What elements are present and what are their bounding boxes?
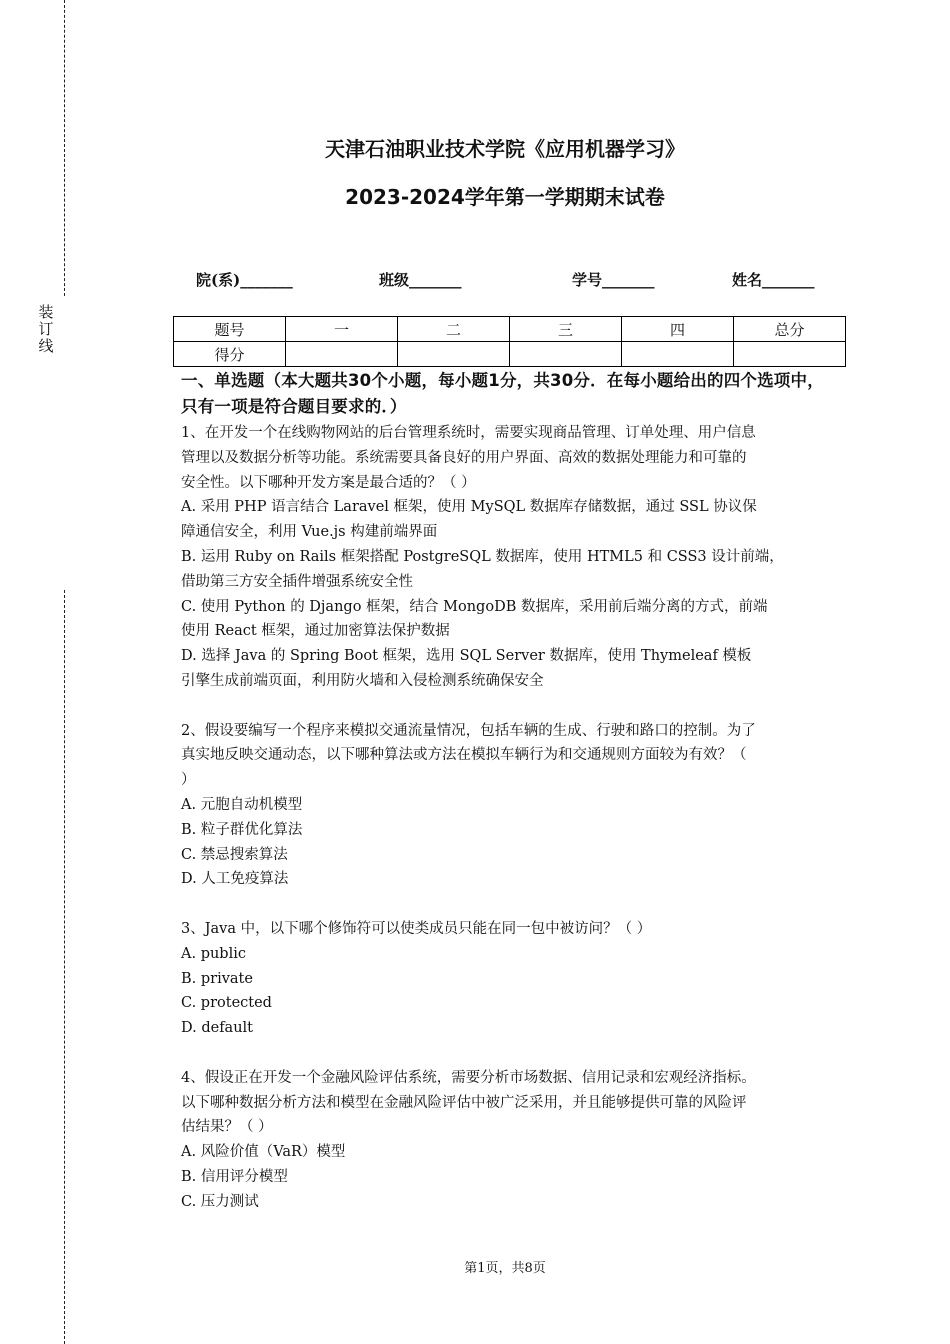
option-line: A. 采用 PHP 语言结合 Laravel 框架，使用 MySQL 数据库存储数据，通过 SSL 协议保 bbox=[181, 499, 757, 516]
score-table-cell: 题号 bbox=[174, 317, 286, 342]
exam-title: 天津石油职业技术学院《应用机器学习》 bbox=[325, 137, 685, 161]
score-table bbox=[173, 316, 846, 367]
question-3 bbox=[181, 917, 839, 1041]
section-heading: 一、单选题（本大题共30个小题，每小题1分，共30分．在每小题给出的四个选项中，只有一项是符合题目要求的．） bbox=[181, 371, 824, 416]
option-line: B. 信用评分模型 bbox=[181, 1168, 288, 1185]
question-stem-line: 真实地反映交通动态，以下哪种算法或方法在模拟车辆行为和交通规则方面较为有效？（ bbox=[181, 747, 747, 764]
option-line: 使用 React 框架，通过加密算法保护数据 bbox=[181, 623, 450, 640]
option-line: D. 人工免疫算法 bbox=[181, 871, 289, 888]
question-stem-line: 1、在开发一个在线购物网站的后台管理系统时，需要实现商品管理、订单处理、用户信息 bbox=[181, 425, 756, 441]
exam-content bbox=[181, 368, 839, 1215]
option-line: B. private bbox=[181, 970, 253, 987]
question-4 bbox=[181, 1066, 839, 1215]
score-table-cell: 总分 bbox=[734, 317, 846, 342]
question-stem-line: 2、假设要编写一个程序来模拟交通流量情况，包括车辆的生成、行驶和路口的控制。为了 bbox=[181, 722, 756, 739]
option-line: C. 使用 Python 的 Django 框架，结合 MongoDB 数据库，采用前后端分离的方式，前端 bbox=[181, 598, 768, 615]
score-table-cell bbox=[622, 342, 734, 367]
score-table-cell bbox=[734, 342, 846, 367]
question-2 bbox=[181, 719, 839, 893]
page-footer: 第1页，共8页 bbox=[464, 1261, 546, 1276]
question-1 bbox=[181, 421, 839, 694]
option-line: 引擎生成前端页面，利用防火墙和入侵检测系统确保安全 bbox=[181, 672, 544, 689]
exam-subtitle: 2023-2024学年第一学期期末试卷 bbox=[345, 185, 665, 209]
binding-char: 装 bbox=[38, 303, 54, 321]
option-line: C. protected bbox=[181, 995, 272, 1012]
score-table-cell: 二 bbox=[398, 317, 510, 342]
option-line: A. 元胞自动机模型 bbox=[181, 796, 303, 813]
option-line: A. public bbox=[181, 945, 246, 962]
option-line: D. default bbox=[181, 1020, 254, 1037]
option-line: C. 压力测试 bbox=[181, 1193, 259, 1210]
score-table-cell bbox=[398, 342, 510, 367]
score-table-cell bbox=[286, 342, 398, 367]
score-table-cell: 一 bbox=[286, 317, 398, 342]
question-stem-line: 以下哪种数据分析方法和模型在金融风险评估中被广泛采用，并且能够提供可靠的风险评 bbox=[181, 1094, 747, 1111]
binding-line-bottom bbox=[64, 590, 65, 1344]
score-table-cell: 四 bbox=[622, 317, 734, 342]
score-table-cell bbox=[510, 342, 622, 367]
score-table-score-row bbox=[174, 342, 846, 367]
binding-char: 订 bbox=[38, 320, 54, 338]
question-stem-line: 管理以及数据分析等功能。系统需要具备良好的用户界面、高效的数据处理能力和可靠的 bbox=[181, 449, 747, 466]
binding-label bbox=[36, 304, 56, 355]
question-stem-line: 3、Java 中，以下哪个修饰符可以使类成员只能在同一包中被访问？（ ） bbox=[181, 920, 652, 937]
class-field: 班级_______ bbox=[379, 271, 462, 289]
option-line: B. 运用 Ruby on Rails 框架搭配 PostgreSQL 数据库，使用 HTML5 和 CSS3 设计前端， bbox=[181, 548, 784, 565]
option-line: 障通信安全，利用 Vue.js 构建前端界面 bbox=[181, 524, 438, 541]
name-field: 姓名_______ bbox=[732, 271, 815, 289]
question-stem-line: 估结果？（ ） bbox=[181, 1119, 273, 1136]
option-line: D. 选择 Java 的 Spring Boot 框架，选用 SQL Server 数据库，使用 Thymeleaf 模板 bbox=[181, 648, 752, 665]
score-table-cell: 得分 bbox=[174, 342, 286, 367]
question-stem-line: 安全性。以下哪种开发方案是最合适的？（ ） bbox=[181, 474, 476, 491]
option-line: B. 粒子群优化算法 bbox=[181, 821, 303, 838]
option-line: 借助第三方安全插件增强系统安全性 bbox=[181, 573, 413, 590]
department-field: 院(系)_______ bbox=[196, 271, 293, 289]
score-table-header-row bbox=[174, 317, 846, 342]
option-line: A. 风险价值（VaR）模型 bbox=[181, 1144, 346, 1161]
option-line: C. 禁忌搜索算法 bbox=[181, 846, 288, 863]
binding-char: 线 bbox=[38, 337, 54, 355]
question-stem-line: ） bbox=[181, 772, 196, 789]
score-table-cell: 三 bbox=[510, 317, 622, 342]
student-id-field: 学号_______ bbox=[572, 271, 655, 289]
question-stem-line: 4、假设正在开发一个金融风险评估系统，需要分析市场数据、信用记录和宏观经济指标。 bbox=[181, 1069, 756, 1086]
